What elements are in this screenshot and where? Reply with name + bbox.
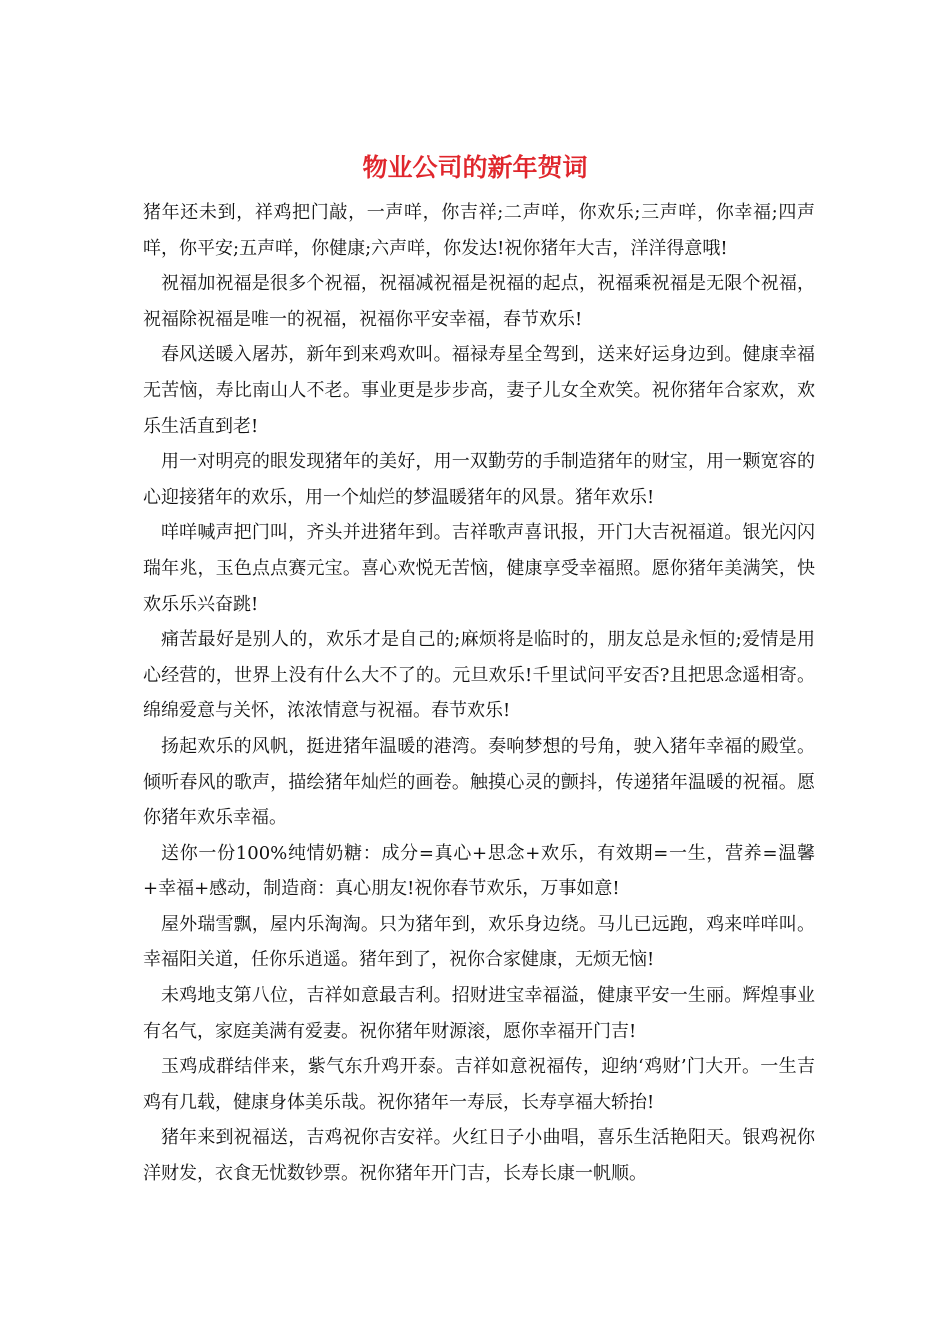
- paragraph-8: 送你一份100%纯情奶糖：成分=真心+思念+欢乐，有效期=一生，营养=温馨+幸福+感动，制造商：真心朋友!祝你春节欢乐，万事如意!: [143, 842, 815, 900]
- paragraph-12: 猪年来到祝福送，吉鸡祝你吉安祥。火红日子小曲唱，喜乐生活艳阳天。银鸡祝你洋财发，衣食无忧数钞票。祝你猪年开门吉，长寿长康一帆顺。: [143, 1127, 815, 1185]
- paragraph-2: 祝福加祝福是很多个祝福，祝福减祝福是祝福的起点，祝福乘祝福是无限个祝福，祝福除祝福是唯一的祝福，祝福你平安幸福，春节欢乐!: [143, 273, 815, 330]
- paragraph-4: 用一对明亮的眼发现猪年的美好，用一双勤劳的手制造猪年的财宝，用一颗宽容的心迎接猪年的欢乐，用一个灿烂的梦温暖猪年的风景。猪年欢乐!: [143, 451, 815, 508]
- paragraph-3: 春风送暖入屠苏，新年到来鸡欢叫。福禄寿星全驾到，送来好运身边到。健康幸福无苦恼，寿比南山人不老。事业更是步步高，妻子儿女全欢笑。祝你猪年合家欢，欢乐生活直到老!: [143, 344, 815, 437]
- document-body: [143, 195, 815, 1192]
- paragraph-7: 扬起欢乐的风帆，挺进猪年温暖的港湾。奏响梦想的号角，驶入猪年幸福的殿堂。倾听春风的歌声，描绘猪年灿烂的画卷。触摸心灵的颤抖，传递猪年温暖的祝福。愿你猪年欢乐幸福。: [143, 735, 815, 829]
- paragraph-6: 痛苦最好是别人的，欢乐才是自己的;麻烦将是临时的，朋友总是永恒的;爱情是用心经营的，世界上没有什么大不了的。元旦欢乐!千里试问平安否?且把思念遥相寄。绵绵爱意与关怀，浓浓情意与祝福。春节欢乐!: [143, 629, 815, 722]
- paragraph-5: 咩咩喊声把门叫，齐头并进猪年到。吉祥歌声喜讯报，开门大吉祝福道。银光闪闪瑞年兆，玉色点点赛元宝。喜心欢悦无苦恼，健康享受幸福照。愿你猪年美满笑，快欢乐乐兴奋跳!: [143, 522, 815, 615]
- paragraph-10: 未鸡地支第八位，吉祥如意最吉利。招财进宝幸福溢，健康平安一生丽。辉煌事业有名气，家庭美满有爱妻。祝你猪年财源滚，愿你幸福开门吉!: [143, 985, 815, 1042]
- paragraph-11: 玉鸡成群结伴来，紫气东升鸡开泰。吉祥如意祝福传，迎纳‘鸡财’门大开。一生吉鸡有几载，健康身体美乐哉。祝你猪年一寿辰，长寿享福大轿抬!: [143, 1056, 815, 1113]
- paragraph-9: 屋外瑞雪飘，屋内乐淘淘。只为猪年到，欢乐身边绕。马儿已远跑，鸡来咩咩叫。幸福阳关道，任你乐逍遥。猪年到了，祝你合家健康，无烦无恼!: [143, 913, 815, 971]
- paragraph-1: 猪年还未到，祥鸡把门敲，一声咩，你吉祥;二声咩，你欢乐;三声咩，你幸福;四声咩，你平安;五声咩，你健康;六声咩，你发达!祝你猪年大吉，洋洋得意哦!: [143, 202, 815, 259]
- page-title: 物业公司的新年贺词: [362, 153, 588, 182]
